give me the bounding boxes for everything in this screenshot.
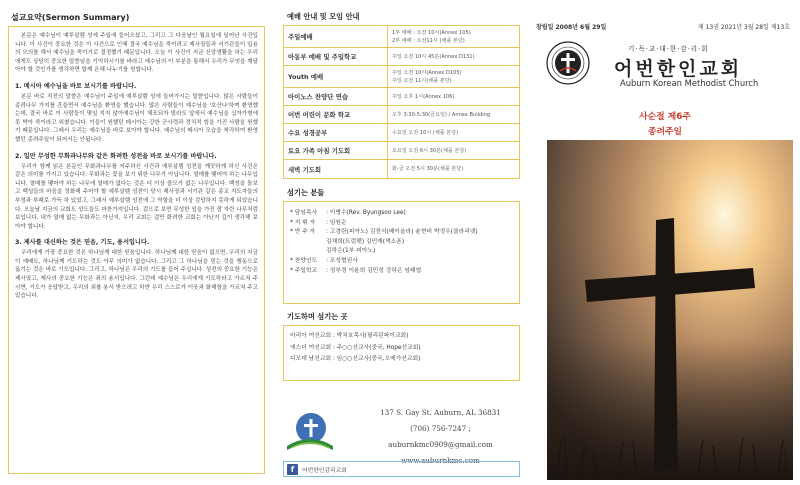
church-website[interactable]: www.auburnkmc.com xyxy=(401,456,480,465)
server-row xyxy=(290,209,513,219)
prayer-item: 디모데 남선교회 : 임○○선교사(중국,오메가선교회) xyxy=(290,356,421,362)
sermon-paragraph: 본문 바로 직전의 말씀은 예수님이 주일에 예루살렘 성에 들어가시는 말씀입니다. 많은 사람들이 종려나무 가지를 흔들면서 예수님을 환영을 했습니다. 많은 사람들이 예수님을 '호산나'하며 환영했는데, 결국 바로 이 사람들이 몇일 지지 않아예수님이 체포되자 빌라도 앞에서 예수님을 십자가형에 못 박아 죽이라고 외쳤습니다. 이들이 원했던 메시아는 강한 군사력과 정치적 힘을 가진 사람을 원했기 때문입니다. 그래서 우리는 예수님을 바로 보아야 합니다. 예수님의 메시아 모습을 착각하여 환영했던 종려주일이 되어서는 안됩니다. xyxy=(15,93,258,143)
facebook-label: 어번한인감리교회 xyxy=(302,467,347,474)
schedule-time-line: 주일 오전 10시 45분(Annex D131) xyxy=(392,53,475,60)
schedule-row xyxy=(284,88,519,106)
sermon-paragraph: 우리가 함께 읽은 본문인 무화과나무를 저주하신 사건과 예루살렘 성전을 깨끗하게 하신 사건은 같은 의미를 가지고 있습니다. 무화과는 꽃을 보기 위한 나무가 아닙니다. 열매를 맺어야 하는 나무입니다. 열매를 맺어야 하는 나무에 열매가 없다는 것은 더 이상 쓸모가 없는 나무입니다. 백성을 돌보고 백성들의 마음을 정화해 주어야 할 예루살렘 성전이 당시 제사장과 서기관 같은 종교 지도자들의 부정과 부패로 가득 차 있었고, 그래서 예루살렘 성전에 그 역할을 더 이상 감당하지 못하게 되었습니다. 오늘날 지금의 교회도 성도들도 마찬가지입니다. 겉으로 보면 무성한 잎을 가진 잘 자란 나무처럼 보입니다. 내가 열매 없는 무화과는 아닌지, 우리 교회는 겉만 화려한 교회는 아닌지 깊이 생각해 보아야 합니다. xyxy=(15,163,258,230)
schedule-time xyxy=(388,109,519,121)
schedule-time-line: 주일 오전 10시(Annex D105) xyxy=(392,69,462,76)
sermon-heading: 2. 일만 무성한 무화과나무와 같은 화려한 성전을 바로 보시기를 바랍니다. xyxy=(15,152,217,160)
prayer-item: 에스더 여선교회 : 주○○선교사(중국, Hope선교회) xyxy=(290,344,421,351)
facebook-bar[interactable] xyxy=(283,461,520,477)
prayer-item: 마리아 여선교회 : 박치호목사(필리핀파이교회) xyxy=(290,333,409,339)
schedule-time xyxy=(388,67,519,87)
schedule-time xyxy=(388,163,519,175)
server-names: : 이병수(Rev. Byungsoo Lee) xyxy=(326,210,406,216)
schedule-time-line: 오후 3:30-5:30(금요일) / Annex Building xyxy=(392,111,491,118)
schedule-name: 수요 성경공부 xyxy=(284,124,388,141)
contact-block xyxy=(283,402,520,465)
schedule-name: 아동부 예배 및 주일학교 xyxy=(284,48,388,65)
server-row xyxy=(290,238,513,248)
middle-column xyxy=(283,12,520,381)
schedule-name: Youth 예배 xyxy=(284,66,388,87)
server-role xyxy=(290,247,326,257)
server-row xyxy=(290,219,513,229)
issue-info: 제 13권 2021년 3월 28일 제13호 xyxy=(697,24,790,31)
schedule-time xyxy=(388,127,519,139)
server-role: * 주일학교 xyxy=(290,267,318,274)
schedule-time-line: 주일 오후 1시(Annex 106) xyxy=(392,93,455,100)
servers-title: 섬기는 분들 xyxy=(287,188,325,197)
sermon-summary xyxy=(8,12,265,478)
schedule-row xyxy=(284,26,519,48)
church-phone-email[interactable]: (706) 756-7247 ; auburnkmc0909@gmail.com xyxy=(388,424,493,449)
schedule-name: 아이노스 찬양단 연습 xyxy=(284,88,388,105)
schedule-row xyxy=(284,124,519,142)
facebook-icon[interactable]: f xyxy=(287,464,298,475)
schedule-name: 토요 가족 아침 기도회 xyxy=(284,142,388,159)
church-name: 어번한인교회 xyxy=(614,58,743,80)
church-seal-icon xyxy=(546,41,590,85)
sermon-box xyxy=(8,26,265,474)
server-role: * 지 휘 자 xyxy=(290,219,316,226)
sermon-paragraph: 본문은 예수님이 예루살렘 성에 주일에 들어오셨고, 그리고 그 다음날인 월요일에 일어난 사건입니다. 이 사건이 중요한 것은 이 사건으로 인해 결국 예수님을 죽이려고 제사장들과 서기관들이 일용의 모의를 해서 예수님을 죽이기로 결정했기 때문입니다. 오늘 이 사건이 지금 신앙생활을 하는 우리에게도 상당히 중요한 말씀임을 기억하시기를 바라고 예수님의 이 부분을 통해서 우리가 무엇을 깨달아야 할 것인가를 생각하면 합께 은혜 나누기를 원합니다. xyxy=(15,33,258,74)
sermon-paragraph: 우리에게 가장 중요한 것은 하나님께 대한 믿음입니다. 하나님께 대한 믿음이 없으면, 우리의 지금 이 예배도, 하나님께 기도하는 것도 아무 의미가 없습니다. 그리고 그 하나님을 믿는 것을 행동으로 옮기는 것은 바로 기도입니다. 그리고, 하나님은 우리의 기도를 들어 주십니다. 성전의 중요한 기능은 제사였고, 제사의 중요한 기능은 죄의 용서입니다. 그런데 예수님은 우리에게 기도하라고 가르쳐 주시면, 기도가 응답받고, 우리의 죄를 용서 받으려고 하면 우리 스스로가 이웃과 화해함을 가르쳐 주고 있습니다. xyxy=(15,250,258,300)
server-row xyxy=(290,228,513,238)
schedule-table xyxy=(283,25,520,179)
church-denomination: 기·독·교·대·한·감·리·회 xyxy=(628,45,709,53)
schedule-time xyxy=(388,145,519,157)
server-role: * 담임목사 xyxy=(290,210,318,216)
server-names: : 조성협권사 xyxy=(326,257,358,264)
church-address: 137 S. Gay St. Auburn, AL 36831 xyxy=(380,408,501,417)
founded-date: 창립일 2008년 6월 29일 xyxy=(536,24,607,31)
schedule-name: 새벽 기도회 xyxy=(284,160,388,178)
server-names: : 고경란(피아노) 김전서(베이올라) 윤현비 박정우(클라리넷) xyxy=(326,229,478,236)
bulletin-cover xyxy=(530,0,800,485)
server-role xyxy=(290,238,326,248)
prayer-title: 기도하며 섬기는 곳 xyxy=(287,312,348,321)
liturgical-season: 사순절 제6주 xyxy=(639,112,691,122)
schedule-time xyxy=(388,51,519,63)
schedule-time-line: 화-금 오전 5시 30분(채플 본당) xyxy=(392,166,464,172)
schedule-row xyxy=(284,66,519,88)
schedule-time-line: 수요일 오전 10시 (채플 본당) xyxy=(392,129,459,136)
server-names: 김하은(1부 피아노) xyxy=(326,248,376,255)
server-row xyxy=(290,267,513,277)
schedule-name: 어번 어린이 문화 학교 xyxy=(284,106,388,123)
servers-box xyxy=(283,201,520,304)
server-names: : 정부경 이윤희 김민정 강하은 임태엽 xyxy=(326,267,422,274)
church-dove-logo-icon xyxy=(285,408,335,453)
prayer-box xyxy=(283,325,520,381)
schedule-row xyxy=(284,106,519,124)
server-role: * 반 주 자 xyxy=(290,229,316,236)
server-names: 김채희(트럼펫) 김민재(색소폰) xyxy=(326,238,405,245)
schedule-time-line: 주일 오전 11시(채플 본당) xyxy=(392,77,452,84)
server-names: : 임원순 xyxy=(326,219,347,226)
sermon-heading: 3. 제사를 대신하는 것은 믿음, 기도, 용서입니다. xyxy=(15,239,150,247)
schedule-time xyxy=(388,91,519,103)
schedule-title: 예배 안내 및 모임 안내 xyxy=(287,12,360,21)
schedule-time-line: 2부 예배 : 오전11시 (채플 본당) xyxy=(392,37,465,44)
sermon-heading: 1. 메시아 예수님을 바로 보시기를 바랍니다. xyxy=(15,82,137,90)
schedule-row xyxy=(284,48,519,66)
server-role: * 찬양인도 xyxy=(290,257,318,264)
server-row xyxy=(290,257,513,267)
church-name-english: Auburn Korean Methodist Church xyxy=(620,78,759,88)
schedule-time xyxy=(388,27,519,47)
sermon-title: 설교요약(Sermon Summary) xyxy=(11,13,130,22)
schedule-time-line: 1부 예배 : 오전 10시(Annex 105) xyxy=(392,29,471,36)
schedule-row xyxy=(284,160,519,178)
cross-sunset-photo xyxy=(547,140,793,480)
schedule-time-line: 토요일 오전 6시 30분(채플 본당) xyxy=(392,147,467,154)
palm-sunday: 종려주일 xyxy=(648,127,682,137)
server-row xyxy=(290,247,513,257)
cover-header xyxy=(530,22,800,31)
schedule-name: 주일예배 xyxy=(284,26,388,47)
schedule-row xyxy=(284,142,519,160)
